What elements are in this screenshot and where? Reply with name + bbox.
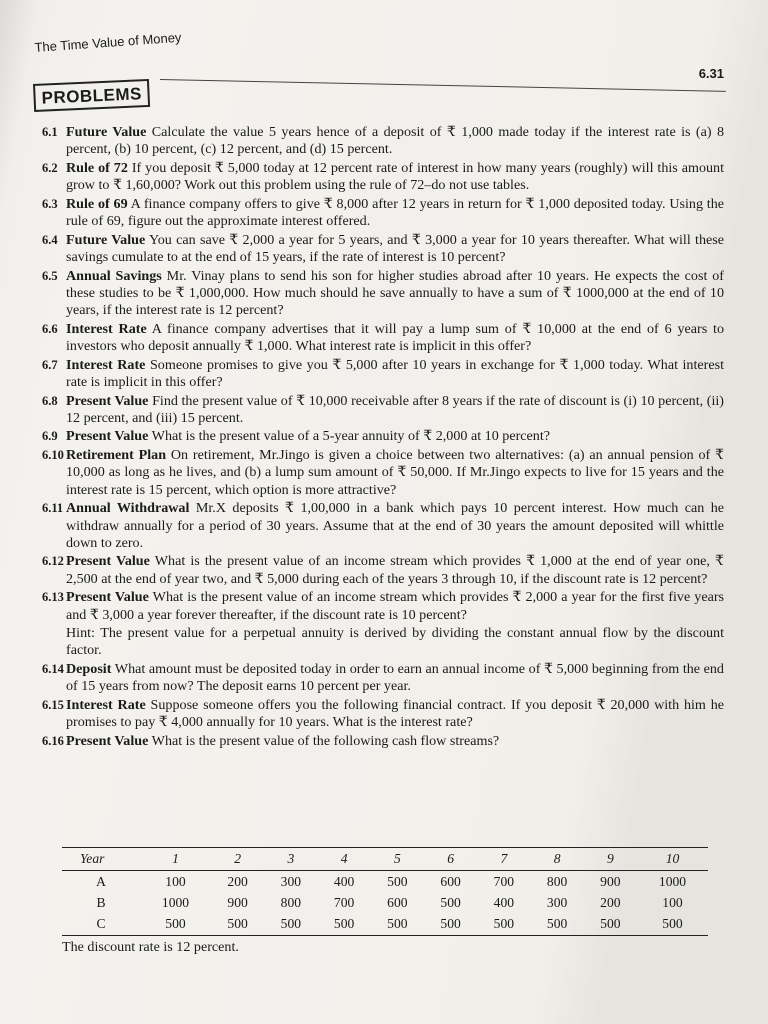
stream-label: B bbox=[96, 894, 106, 910]
chapter-title: The Time Value of Money bbox=[34, 29, 182, 55]
problem-6-14 bbox=[42, 661, 724, 696]
table-cell: 1000 bbox=[658, 873, 687, 889]
problem-6-16 bbox=[42, 733, 724, 750]
table-cell: 500 bbox=[637, 913, 708, 935]
problem-title: Present Value bbox=[66, 732, 149, 749]
year-cell: 3 bbox=[264, 848, 317, 871]
table-cell: 500 bbox=[440, 894, 461, 910]
problem-6-15 bbox=[42, 697, 724, 732]
table-cell: 300 bbox=[546, 894, 568, 910]
table-header-row bbox=[62, 848, 708, 871]
problem-6-3 bbox=[42, 196, 724, 231]
problem-number: 6.13 bbox=[42, 590, 64, 605]
year-header: Year bbox=[62, 848, 140, 871]
problem-text: Someone promises to give you ₹ 5,000 after 10 years in exchange for ₹ 1,000 today. What interest rate is implicit in this offer? bbox=[66, 356, 725, 390]
problem-number: 6.6 bbox=[42, 321, 58, 336]
hint-text: Hint: The present value for a perpetual annuity is derived by dividing the constant annual flow by the discount factor. bbox=[66, 625, 724, 659]
problem-6-1 bbox=[42, 124, 724, 159]
problem-title: Annual Savings bbox=[66, 267, 162, 284]
table-cell: 200 bbox=[227, 873, 248, 889]
table-cell: 600 bbox=[440, 873, 461, 889]
problem-number: 6.14 bbox=[42, 662, 64, 677]
problem-title: Rule of 72 bbox=[66, 159, 128, 176]
problem-number: 6.8 bbox=[42, 393, 58, 408]
table-cell: 500 bbox=[371, 913, 424, 935]
problem-6-5 bbox=[42, 268, 724, 320]
problem-text: You can save ₹ 2,000 a year for 5 years, and ₹ 3,000 a year for 10 years thereafter. What will these savings cumulate to at the end of 15 years, if the rate of interest is 10 percent? bbox=[66, 231, 724, 265]
table-cell: 500 bbox=[264, 913, 317, 935]
table-cell: 500 bbox=[531, 913, 584, 935]
year-cell: 1 bbox=[140, 848, 211, 871]
problem-number: 6.2 bbox=[42, 160, 58, 175]
problem-6-11 bbox=[42, 500, 724, 552]
table-cell: 300 bbox=[280, 873, 302, 889]
problem-text: What is the present value of an income stream which provides ₹ 1,000 at the end of year one, ₹ 2,500 at the end of year two, and ₹ 5,000 during each of the years 3 through 10, if the discount rate is 12 percent? bbox=[66, 553, 724, 587]
year-cell: 8 bbox=[531, 848, 584, 871]
problem-6-6 bbox=[42, 321, 724, 356]
problem-text: What is the present value of a 5-year annuity of ₹ 2,000 at 10 percent? bbox=[151, 428, 550, 445]
problem-title: Present Value bbox=[66, 553, 150, 570]
table-cell: 900 bbox=[600, 873, 621, 889]
table-cell: 200 bbox=[600, 894, 621, 910]
problem-number: 6.16 bbox=[42, 733, 64, 748]
discount-note: The discount rate is 12 percent. bbox=[62, 939, 239, 955]
problem-text: A finance company advertises that it will pay a lump sum of ₹ 10,000 at the end of 6 years to investors who deposit annually ₹ 1,000. What interest rate is implicit in this offer? bbox=[66, 320, 724, 355]
problem-title: Present Value bbox=[66, 589, 149, 606]
table-cell: 500 bbox=[211, 913, 264, 935]
problem-6-8 bbox=[42, 393, 724, 428]
table-cell: 800 bbox=[280, 894, 302, 910]
table-cell: 400 bbox=[493, 894, 515, 910]
table-cell: 1000 bbox=[161, 894, 190, 910]
table-cell: 400 bbox=[333, 873, 355, 889]
cash-flow-table bbox=[62, 847, 708, 936]
table-cell: 500 bbox=[424, 913, 477, 935]
problem-6-2 bbox=[42, 160, 724, 195]
problem-title: Future Value bbox=[66, 231, 146, 248]
problem-6-12 bbox=[42, 553, 724, 588]
problem-number: 6.9 bbox=[42, 429, 58, 444]
problem-title: Interest Rate bbox=[66, 320, 147, 337]
header-rule bbox=[160, 79, 726, 92]
problem-title: Retirement Plan bbox=[66, 447, 167, 464]
table-cell: 500 bbox=[477, 913, 530, 935]
table-cell: 700 bbox=[493, 873, 515, 889]
problem-number: 6.15 bbox=[42, 697, 64, 712]
problem-text: Calculate the value 5 years hence of a deposit of ₹ 1,000 made today if the interest rate is (a) 8 percent, (b) 10 percent, (c) 12 percent, and (d) 15 percent. bbox=[66, 124, 725, 158]
problem-title: Present Value bbox=[66, 392, 149, 409]
problem-text: Suppose someone offers you the following financial contract. If you deposit ₹ 20,000 with him he promises to pay ₹ 4,000 annually for 10 years. What is the interest rate? bbox=[66, 696, 725, 731]
problem-text: What is the present value of the following cash flow streams? bbox=[151, 732, 500, 749]
problem-list bbox=[42, 124, 724, 751]
problem-text: Find the present value of ₹ 10,000 receivable after 8 years if the rate of discount is (i) 10 percent, (ii) 12 percent, and (iii) 15 percent. bbox=[66, 392, 724, 426]
year-cell: 5 bbox=[371, 848, 424, 871]
year-cell: 6 bbox=[424, 848, 477, 871]
problem-6-4 bbox=[42, 232, 724, 267]
problem-6-13 bbox=[42, 589, 724, 624]
problem-text: What amount must be deposited today in order to earn an annual income of ₹ 5,000 beginning from the end of 15 years from now? The deposit earns 10 percent per year. bbox=[66, 661, 724, 695]
year-cell: 10 bbox=[637, 848, 708, 871]
table-cell: 500 bbox=[584, 913, 637, 935]
table-cell: 500 bbox=[387, 873, 408, 889]
problem-title: Future Value bbox=[66, 124, 147, 140]
year-cell: 7 bbox=[477, 848, 530, 871]
table-cell: 500 bbox=[140, 913, 211, 935]
table-cell: 800 bbox=[546, 873, 568, 889]
problem-6-9 bbox=[42, 428, 724, 445]
stream-label: C bbox=[62, 913, 140, 935]
section-title: PROBLEMS bbox=[33, 79, 150, 112]
problem-text: Mr.X deposits ₹ 1,00,000 in a bank which pays 10 percent interest. How much can he withdraw annually for a period of 30 years. Assume that at the end of 30 years the amount deposited will whittle down to zero. bbox=[66, 500, 724, 551]
problem-number: 6.3 bbox=[42, 196, 58, 211]
problem-title: Annual Withdrawal bbox=[66, 500, 190, 517]
problem-number: 6.11 bbox=[42, 501, 64, 516]
year-cell: 2 bbox=[211, 848, 264, 871]
stream-label: A bbox=[96, 873, 106, 889]
problem-text: Mr. Vinay plans to send his son for higher studies abroad after 10 years. He expects the cost of these studies to be ₹ 1,000,000. How much should he save annually to have a sum of ₹ 1000,000 at the end of 10 years, if the interest rate is 12 percent? bbox=[66, 267, 724, 319]
problem-number: 6.5 bbox=[42, 268, 58, 283]
table-row bbox=[62, 913, 708, 935]
table-row bbox=[62, 892, 708, 913]
year-cell: 4 bbox=[318, 848, 371, 871]
table-cell: 100 bbox=[165, 873, 186, 889]
problem-text: If you deposit ₹ 5,000 today at 12 percent rate of interest in how many years (roughly) will this amount grow to ₹ 1,60,000? Work out this problem using the rule of 72–do not use tables. bbox=[66, 159, 724, 194]
problem-text: What is the present value of an income stream which provides ₹ 2,000 a year for the first five years and ₹ 3,000 a year forever thereafter, if the discount rate is 10 percent? bbox=[66, 589, 725, 623]
problem-number: 6.1 bbox=[42, 125, 58, 139]
problem-text: On retirement, Mr.Jingo is given a choice between two alternatives: (a) an annual pension of ₹ 10,000 as long as he lives, and (b) a lump sum amount of ₹ 50,000. If Mr.Jingo expects to live for 15 years and the interest rate is 15 percent, which option is more attractive? bbox=[66, 447, 724, 498]
problem-number: 6.7 bbox=[42, 357, 58, 372]
problem-text: A finance company offers to give ₹ 8,000 after 12 years in return for ₹ 1,000 deposited today. Using the rule of 69, figure out the approximate interest offered. bbox=[66, 195, 725, 230]
table-cell: 600 bbox=[387, 894, 408, 910]
problem-title: Interest Rate bbox=[66, 356, 146, 373]
problem-6-10 bbox=[42, 447, 724, 499]
problem-number: 6.4 bbox=[42, 232, 58, 247]
problem-6-7 bbox=[42, 357, 724, 392]
problem-number: 6.12 bbox=[42, 554, 64, 569]
table-cell: 700 bbox=[333, 894, 355, 910]
table-row bbox=[62, 871, 708, 893]
table-cell: 500 bbox=[318, 913, 371, 935]
table-cell: 100 bbox=[662, 894, 683, 910]
page-number: 6.31 bbox=[698, 66, 724, 81]
problem-title: Rule of 69 bbox=[66, 195, 128, 212]
table-cell: 900 bbox=[227, 894, 248, 910]
year-cell: 9 bbox=[584, 848, 637, 871]
problem-title: Deposit bbox=[66, 661, 112, 678]
problem-title: Interest Rate bbox=[66, 696, 146, 713]
problem-title: Present Value bbox=[66, 428, 149, 445]
problem-number: 6.10 bbox=[42, 448, 64, 463]
